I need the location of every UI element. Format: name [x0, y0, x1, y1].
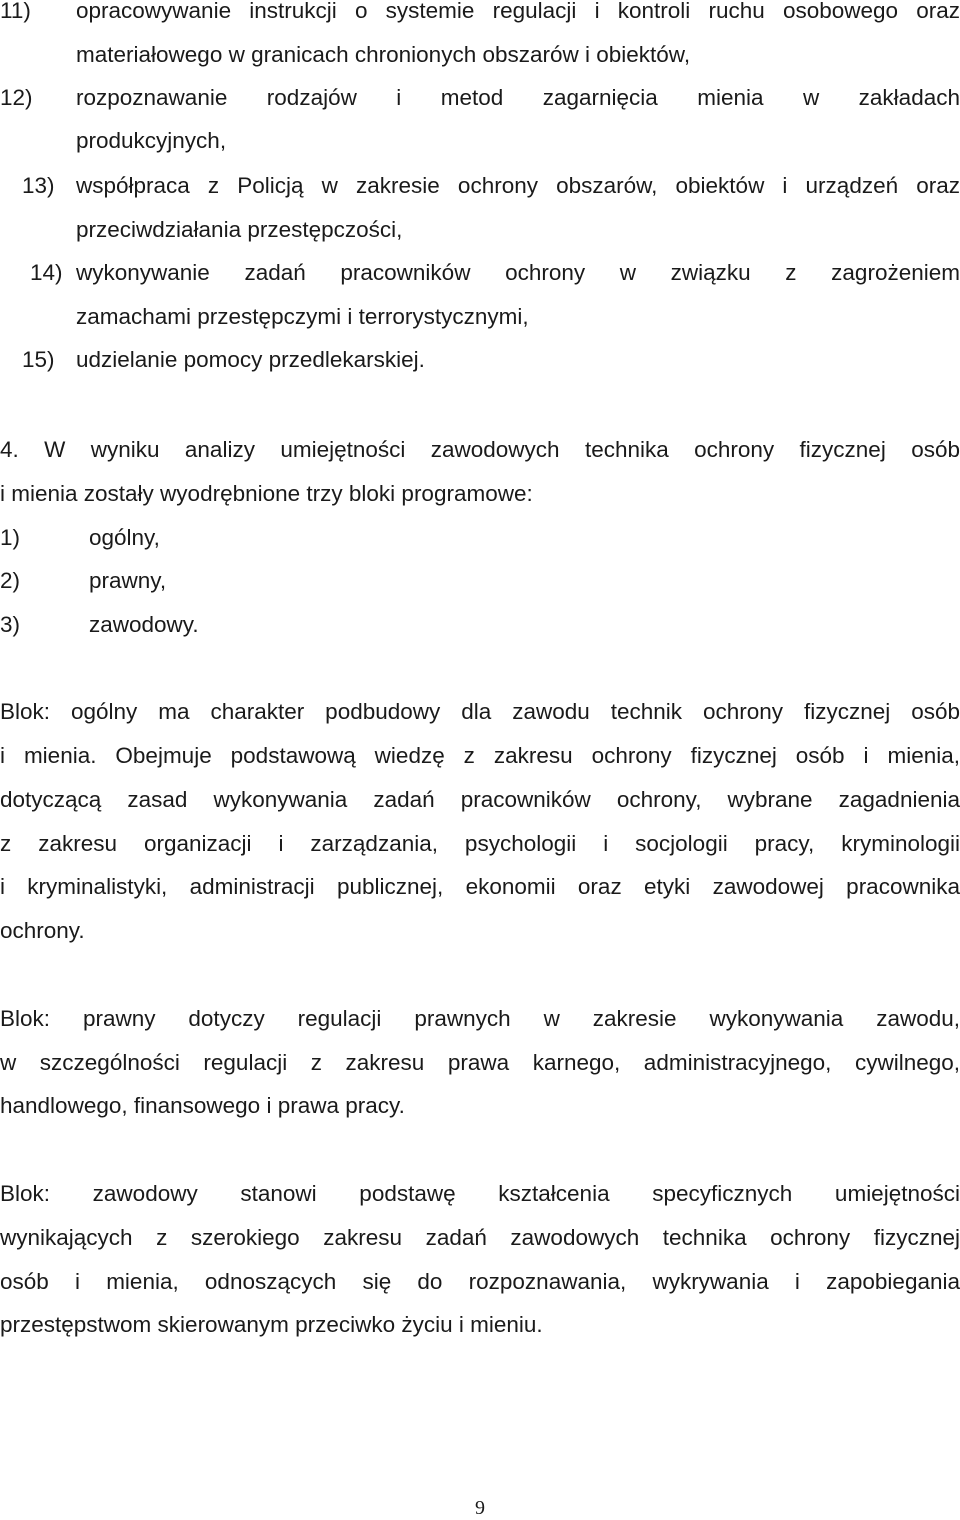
list-item-text: udzielanie pomocy przedlekarskiej. [76, 347, 425, 372]
block-list-label: prawny, [89, 568, 167, 593]
paragraph-line: Blok: ogólny ma charakter podbudowy dla zawodu technik ochrony fizycznej osób [0, 699, 960, 724]
section-4-intro-line: 4. W wyniku analizy umiejętności zawodowych technika ochrony fizycznej osób [0, 437, 960, 462]
list-item-number: 11) [0, 0, 31, 23]
paragraph-line: wynikających z szerokiego zakresu zadań zawodowych technika ochrony fizycznej [0, 1225, 960, 1250]
list-item-number: 14) [30, 260, 63, 285]
list-item-text: współpraca z Policją w zakresie ochrony obszarów, obiektów i urządzeń oraz [76, 173, 960, 198]
list-item-text: przeciwdziałania przestępczości, [76, 217, 403, 242]
paragraph-line: ochrony. [0, 918, 85, 943]
paragraph-line: handlowego, finansowego i prawa pracy. [0, 1093, 405, 1118]
list-item-text: rozpoznawanie rodzajów i metod zagarnięcia mienia w zakładach [76, 85, 960, 110]
page-number: 9 [475, 1497, 485, 1519]
list-item-text: zamachami przestępczymi i terrorystycznymi, [76, 304, 529, 329]
block-list-number: 2) [0, 568, 21, 593]
paragraph-line: i kryminalistyki, administracji publicznej, ekonomii oraz etyki zawodowej pracownika [0, 874, 960, 899]
paragraph-line: Blok: prawny dotyczy regulacji prawnych w zakresie wykonywania zawodu, [0, 1006, 960, 1031]
paragraph-line: Blok: zawodowy stanowi podstawę kształcenia specyficznych umiejętności [0, 1181, 960, 1206]
paragraph-line: w szczególności regulacji z zakresu prawa karnego, administracyjnego, cywilnego, [0, 1050, 960, 1075]
paragraph-line: z zakresu organizacji i zarządzania, psychologii i socjologii pracy, kryminologii [0, 831, 960, 856]
list-item-number: 12) [0, 85, 33, 110]
block-list-label: ogólny, [89, 525, 160, 550]
list-item-number: 15) [22, 347, 55, 372]
paragraph-line: przestępstwom skierowanym przeciwko życiu i mieniu. [0, 1312, 543, 1337]
paragraph-line: osób i mienia, odnoszących się do rozpoznawania, wykrywania i zapobiegania [0, 1269, 960, 1294]
list-item-number: 13) [22, 173, 55, 198]
paragraph-line: dotyczącą zasad wykonywania zadań pracowników ochrony, wybrane zagadnienia [0, 787, 960, 812]
block-list-number: 1) [0, 525, 21, 550]
list-item-text: produkcyjnych, [76, 128, 227, 153]
list-item-text: wykonywanie zadań pracowników ochrony w związku z zagrożeniem [76, 260, 960, 285]
block-list-label: zawodowy. [89, 612, 199, 637]
list-item-text: materiałowego w granicach chronionych obszarów i obiektów, [76, 42, 691, 67]
list-item-text: opracowywanie instrukcji o systemie regulacji i kontroli ruchu osobowego oraz [76, 0, 960, 23]
paragraph-line: i mienia. Obejmuje podstawową wiedzę z zakresu ochrony fizycznej osób i mienia, [0, 743, 960, 768]
section-4-intro-line: i mienia zostały wyodrębnione trzy bloki programowe: [0, 481, 533, 506]
block-list-number: 3) [0, 612, 21, 637]
